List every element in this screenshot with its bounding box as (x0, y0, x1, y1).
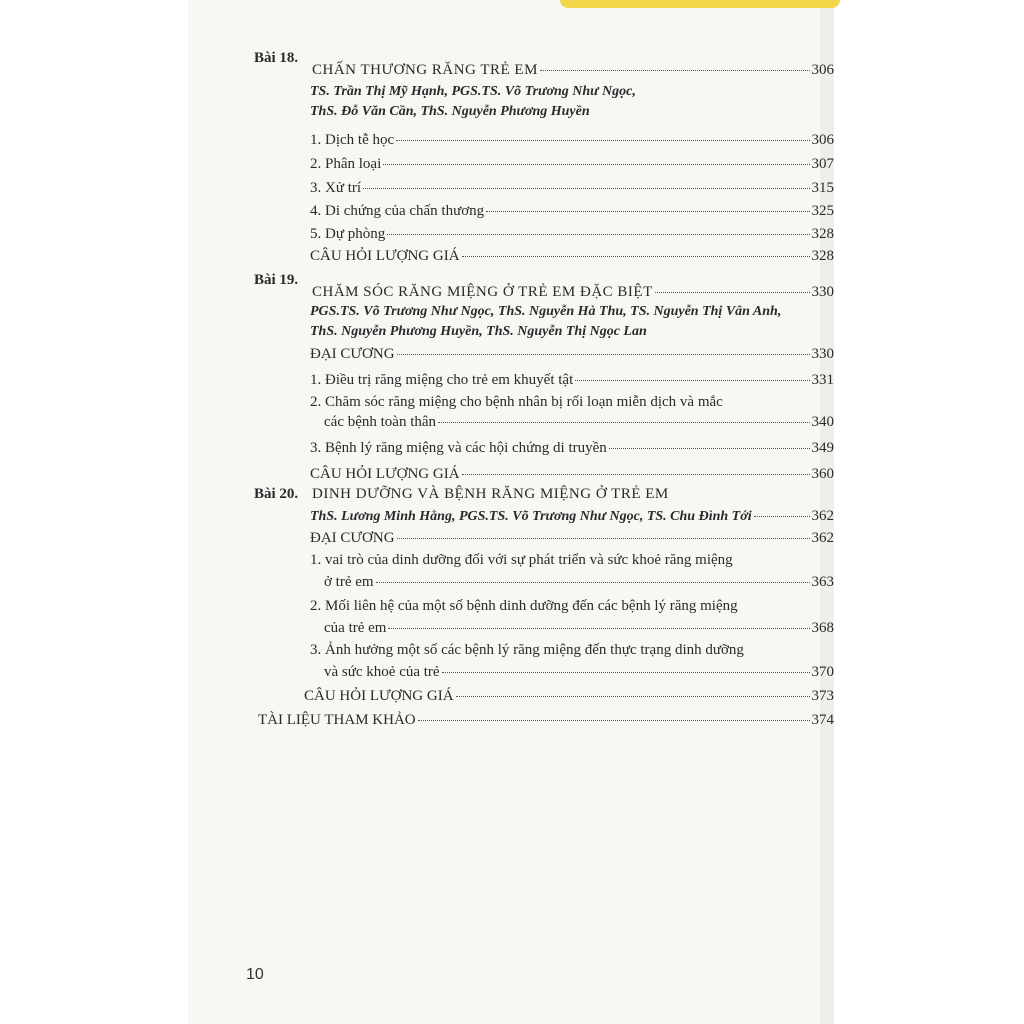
toc-entry: ở trẻ em 363 (324, 574, 834, 590)
toc-entry: ĐẠI CƯƠNG 362 (310, 530, 834, 546)
toc-entry: 3. Bệnh lý răng miệng và các hội chứng di truyền 349 (310, 440, 834, 456)
references-page: 374 (811, 712, 834, 728)
lesson-title: DINH DƯỠNG VÀ BỆNH RĂNG MIỆNG Ở TRẺ EM (312, 486, 669, 502)
toc-entry: 2. Phân loại 307 (310, 156, 834, 172)
lesson-title-row (312, 62, 834, 79)
toc-entry: CÂU HỎI LƯỢNG GIÁ 328 (310, 248, 834, 264)
references-row (258, 712, 834, 729)
toc-entry: của trẻ em 368 (324, 620, 834, 636)
lesson-page: 330 (811, 284, 834, 300)
toc-entry: ĐẠI CƯƠNG 330 (310, 346, 834, 362)
lesson-number: Bài 19. (254, 272, 299, 288)
toc-entry-line1: 3. Ảnh hưởng một số các bệnh lý răng miệng đến thực trạng dinh dưỡng (310, 642, 744, 658)
lesson-number: Bài 20. (254, 486, 299, 502)
lesson-title: CHẤN THƯƠNG RĂNG TRẺ EM (312, 62, 538, 78)
lesson-page: 306 (811, 62, 834, 78)
toc-entry-line1: 2. Mối liên hệ của một số bệnh dinh dưỡng đến các bệnh lý răng miệng (310, 598, 738, 614)
lesson-authors: ThS. Đỗ Văn Cần, ThS. Nguyễn Phương Huyền (310, 104, 590, 119)
page-number: 10 (246, 966, 264, 983)
toc-entry: 4. Di chứng của chấn thương 325 (310, 203, 834, 219)
toc-entry: 1. Dịch tễ học 306 (310, 132, 834, 148)
toc-entry: và sức khoẻ của trẻ 370 (324, 664, 834, 680)
toc-entry-line1: 1. vai trò của dinh dưỡng đối với sự phát triển và sức khoẻ răng miệng (310, 552, 733, 568)
lesson-title-row (312, 284, 834, 301)
toc-entry: CÂU HỎI LƯỢNG GIÁ 360 (310, 466, 834, 482)
references-label: TÀI LIỆU THAM KHẢO (258, 712, 416, 728)
toc-entry: 5. Dự phòng 328 (310, 226, 834, 242)
lesson-title: CHĂM SÓC RĂNG MIỆNG Ở TRẺ EM ĐẶC BIỆT (312, 284, 653, 300)
toc-entry-line1: 2. Chăm sóc răng miệng cho bệnh nhân bị rối loạn miễn dịch và mắc (310, 394, 723, 410)
lesson-authors-row: ThS. Lương Minh Hằng, PGS.TS. Võ Trương Như Ngọc, TS. Chu Đình Tới 362 (310, 508, 834, 524)
lesson-authors: TS. Trần Thị Mỹ Hạnh, PGS.TS. Võ Trương Như Ngọc, (310, 84, 636, 99)
toc-entry: CÂU HỎI LƯỢNG GIÁ 373 (304, 688, 834, 704)
lesson-number: Bài 18. (254, 50, 299, 66)
lesson-authors: ThS. Lương Minh Hằng, PGS.TS. Võ Trương Như Ngọc, TS. Chu Đình Tới (310, 509, 752, 524)
toc-entry: 3. Xử trí 315 (310, 180, 834, 196)
lesson-authors: ThS. Nguyễn Phương Huyền, ThS. Nguyễn Thị Ngọc Lan (310, 324, 647, 339)
toc-entry: 1. Điều trị răng miệng cho trẻ em khuyết tật 331 (310, 372, 834, 388)
toc-entry: các bệnh toàn thân 340 (324, 414, 834, 430)
lesson-authors: PGS.TS. Võ Trương Như Ngọc, ThS. Nguyễn Hà Thu, TS. Nguyễn Thị Vân Anh, (310, 304, 782, 319)
